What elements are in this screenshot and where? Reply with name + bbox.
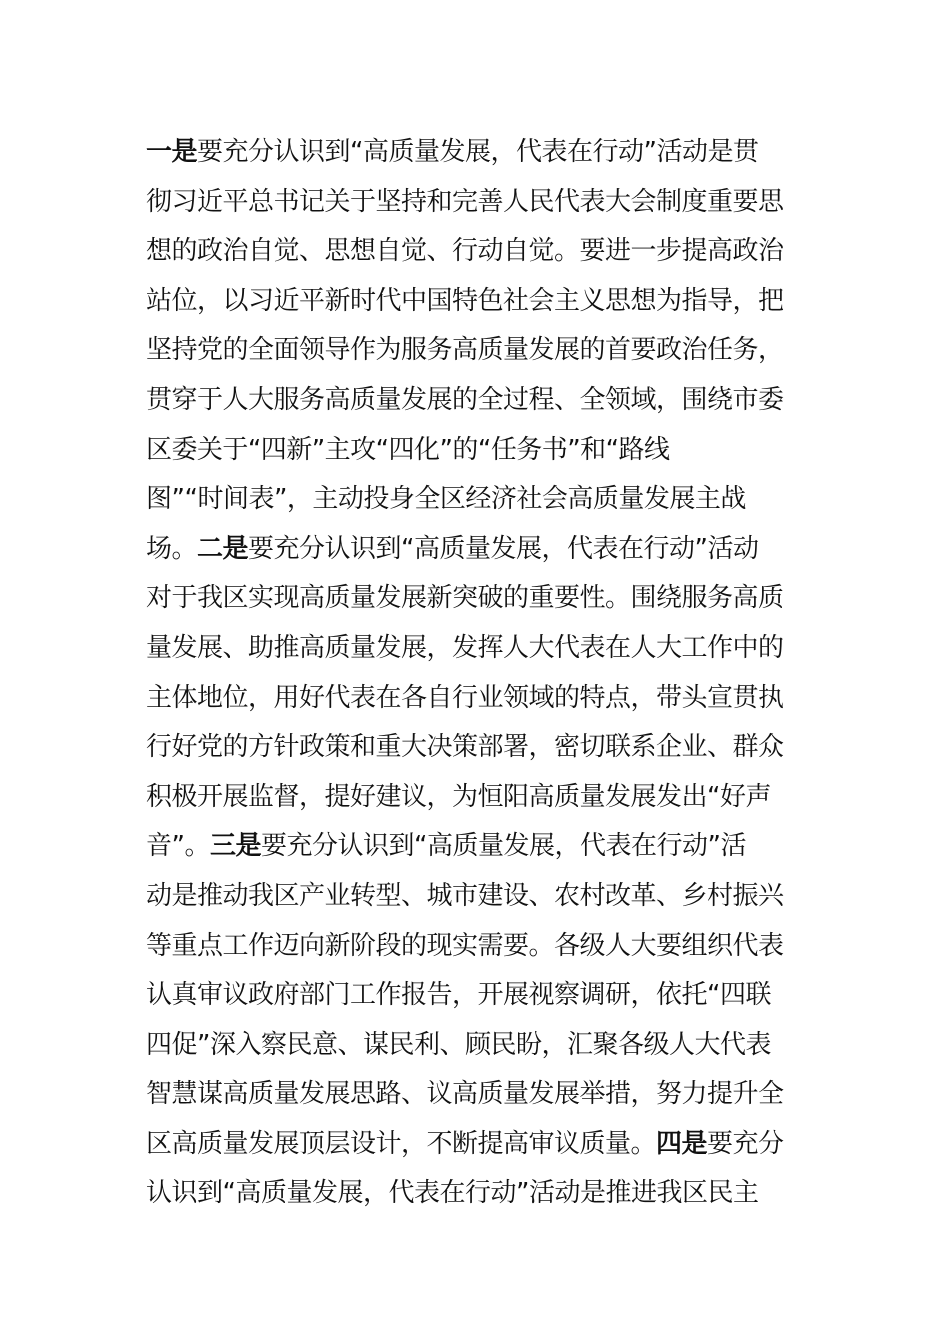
text-line (146, 1021, 826, 1071)
text-run: 积极开展监督，提好建议，为恒阳高质量发展发出“好声 (146, 781, 771, 812)
text-run: 站位，以习近平新时代中国特色社会主义思想为指导，把 (146, 285, 784, 316)
text-run: 要充分认识到“高质量发展，代表在行动”活动 (248, 533, 759, 564)
text-run: 认识到“高质量发展，代表在行动”活动是推进我区民主 (146, 1178, 759, 1209)
text-line (146, 1120, 826, 1170)
text-line (146, 178, 826, 228)
text-run: 音”。 (146, 831, 210, 862)
text-run: 要充分 (707, 1128, 784, 1159)
text-line (146, 574, 826, 624)
text-run: 坚持党的全面领导作为服务高质量发展的首要政治任务， (146, 335, 784, 366)
text-run: 区高质量发展顶层设计，不断提高审议质量。 (146, 1128, 657, 1159)
text-run: 行好党的方针政策和重大决策部署，密切联系企业、群众 (146, 732, 784, 763)
text-run: 场。 (146, 533, 198, 564)
text-run: 区委关于“四新”主攻“四化”的“任务书”和“路线 (146, 434, 670, 465)
text-line (146, 475, 826, 525)
bold-heading-marker: 一是 (146, 137, 198, 167)
text-line (146, 326, 826, 376)
text-run: 要充分认识到“高质量发展，代表在行动”活动是贯 (197, 137, 759, 167)
text-run: 智慧谋高质量发展思路、议高质量发展举措，努力提升全 (146, 1079, 784, 1110)
text-line (146, 1070, 826, 1120)
text-line (146, 773, 826, 823)
text-run: 动是推动我区产业转型、城市建设、农村改革、乡村振兴 (146, 880, 784, 911)
text-line (146, 674, 826, 724)
text-line (146, 128, 826, 178)
text-line (146, 277, 826, 327)
text-run: 等重点工作迈向新阶段的现实需要。各级人大要组织代表 (146, 930, 784, 961)
text-run: 要充分认识到“高质量发展，代表在行动”活 (261, 831, 746, 862)
text-run: 彻习近平总书记关于坚持和完善人民代表大会制度重要思 (146, 186, 784, 217)
bold-heading-marker: 三是 (209, 831, 261, 862)
text-line (146, 1169, 826, 1219)
text-line (146, 872, 826, 922)
text-line (146, 922, 826, 972)
text-line (146, 376, 826, 426)
text-run: 对于我区实现高质量发展新突破的重要性。围绕服务高质 (146, 583, 784, 614)
bold-heading-marker: 四是 (656, 1128, 708, 1159)
text-line (146, 525, 826, 575)
text-run: 贯穿于人大服务高质量发展的全过程、全领域，围绕市委 (146, 384, 784, 415)
text-line (146, 723, 826, 773)
text-line (146, 426, 826, 476)
text-run: 量发展、助推高质量发展，发挥人大代表在人大工作中的 (146, 632, 784, 663)
text-line (146, 227, 826, 277)
text-line (146, 624, 826, 674)
text-run: 主体地位，用好代表在各自行业领域的特点，带头宣贯执 (146, 682, 784, 713)
text-run: 认真审议政府部门工作报告，开展视察调研，依托“四联 (146, 980, 771, 1011)
text-line (146, 971, 826, 1021)
text-run: 想的政治自觉、思想自觉、行动自觉。要进一步提高政治 (146, 236, 784, 267)
text-run: 四促”深入察民意、谋民利、顾民盼，汇聚各级人大代表 (146, 1029, 771, 1060)
text-run: 图”“时间表”，主动投身全区经济社会高质量发展主战 (146, 484, 746, 515)
body-paragraph (146, 128, 826, 1219)
text-line (146, 822, 826, 872)
bold-heading-marker: 二是 (197, 533, 249, 564)
